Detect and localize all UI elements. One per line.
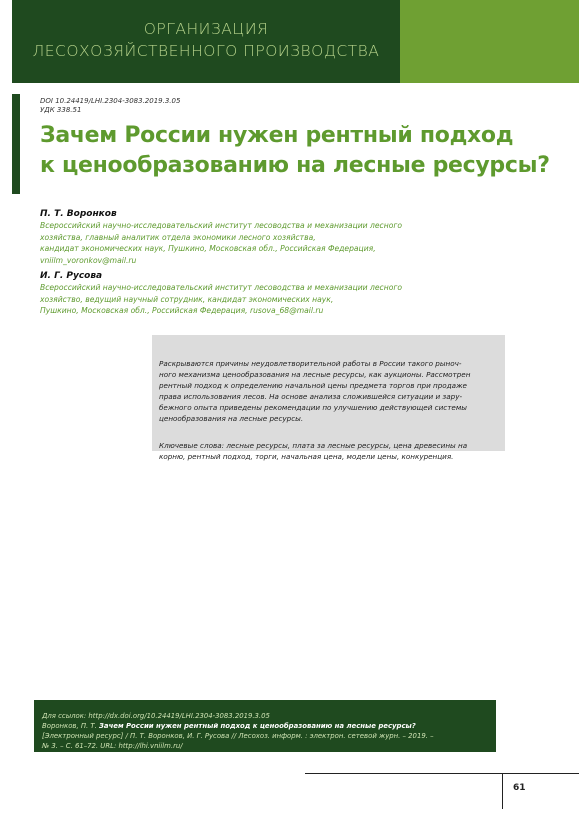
author-name: И. Г. Русова xyxy=(40,271,103,281)
citation-source: [Электронный ресурс] / П. Т. Воронков, И. Г. Русова // Лесохоз. информ. : электрон. сетевой журн. – 2019. – xyxy=(42,732,434,740)
citation-authors-title xyxy=(42,721,492,731)
citation xyxy=(42,711,492,751)
citation-issue: № 3. – С. 61–72. URL: http://lhi.vniilm.ru/ xyxy=(42,742,183,750)
banner-accent xyxy=(400,0,579,83)
abstract-text: Раскрываются причины неудовлетворительной работы в России такого рыноч- ного механизма ценообразования на лесные ресурсы, как аукционы. Рассмотрен рентный подход к определению начальной цены предмета торгов при продаже права использования лесов. На основе анализа сложившейся ситуации и зару- бежного опыта приведены рекомендации по улучшению действующей системы ценообразования на лесные ресурсы. xyxy=(159,359,471,423)
page-number: 61 xyxy=(513,783,526,793)
article-title-line2: к ценообразованию на лесные ресурсы? xyxy=(40,153,550,178)
citation-authors: Воронков, П. Т. xyxy=(42,722,97,730)
footer-rule xyxy=(305,773,579,774)
doi: DOI 10.24419/LHI.2304-3083.2019.3.05 xyxy=(40,97,181,105)
author-name: П. Т. Воронков xyxy=(40,209,117,219)
udk-code: УДК 338.51 xyxy=(40,106,82,114)
section-title-line2: ЛЕСОХОЗЯЙСТВЕННОГО ПРОИЗВОДСТВА xyxy=(32,42,380,60)
author-affiliation: Всероссийский научно-исследовательский институт лесоводства и механизации лесного хозяйство, ведущий научный сотрудник, кандидат экономических наук, Пушкино, Московская обл., Российская Федерация, rusova_68@mail.ru xyxy=(40,283,402,315)
author-block-2 xyxy=(40,270,480,317)
abstract-box xyxy=(152,335,505,461)
page-number-divider xyxy=(502,773,503,809)
citation-box xyxy=(34,700,496,752)
keywords: Ключевые слова: лесные ресурсы, плата за лесные ресурсы, цена древесины на корню, рентный подход, торги, начальная цена, модели цены, конкуренция. xyxy=(159,441,468,461)
author-block-1 xyxy=(40,208,480,266)
article-title xyxy=(40,121,560,181)
abstract xyxy=(159,347,502,473)
citation-doi-link: Для ссылок: http://dx.doi.org/10.24419/LHI.2304-3083.2019.3.05 xyxy=(42,712,270,720)
section-title xyxy=(12,18,400,62)
citation-title: Зачем России нужен рентный подход к ценообразованию на лесные ресурсы? xyxy=(99,722,416,730)
article-title-line1: Зачем России нужен рентный подход xyxy=(40,123,514,148)
section-title-line1: ОРГАНИЗАЦИЯ xyxy=(143,20,269,38)
author-affiliation: Всероссийский научно-исследовательский институт лесоводства и механизации лесного хозяйства, главный аналитик отдела экономики лесного хозяйства, кандидат экономических наук, Пушкино, Московская обл., Российская Федерация, vniilm_voronkov@mail.ru xyxy=(40,221,402,265)
journal-section-banner xyxy=(12,0,400,83)
title-side-bar xyxy=(12,94,20,194)
